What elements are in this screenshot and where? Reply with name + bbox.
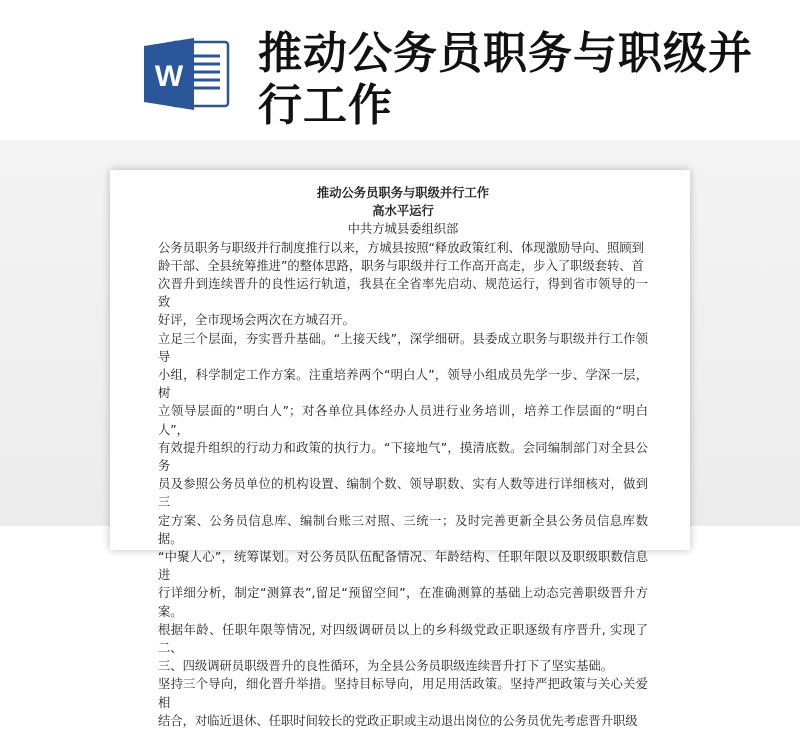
document-paragraph: 立足三个层面，夯实晋升基础。“上接天线”，深学细研。县委成立职务与职级并行工作领导 小组，科学制定工作方案。注重培养两个“明白人”，领导小组成员先学一步、学深一层，树 立领导层面的“明白人”；对各单位具体经办人员进行业务培训，培养工作层面的“明白人”， 有效提升组织的行动力和政策的执行力。“下接地气”，摸清底数。会同编制部门对全县公务 员及参照公务员单位的机构设置、编制个数、领导职数、实有人数等进行详细核对，做到三 定方案、公务员信息库、编制台账三对照、三统一；及时完善更新全县公务员信息库数据。 “中聚人心”，统筹谋划。对公务员队伍配备情况、年龄结构、任职年限以及职级职数信息进 行详细分析，制定“测算表”,留足“预留空间”，在准确测算的基础上动态完善职级晋升方案。 根据年龄、任职年限等情况, 对四级调研员以上的乡科级党政正职逐级有序晋升, 实现了二、 三、四级调研员职级晋升的良性循环，为全县公务员职级连续晋升打下了坚实基础。 [158,331,648,674]
svg-text:W: W [154,60,184,93]
document-title-line1: 推动公务员职务与职级并行工作 [316,186,490,200]
document-author: 中共方城县委组织部 [347,222,459,237]
document-body [158,184,648,730]
document-page [110,170,690,728]
page-title: 推动公务员职务与职级并行工作 [258,28,753,131]
word-document-icon [140,36,232,112]
document-paragraph: 坚持三个导向，细化晋升举措。坚持目标导向，用足用活政策。坚持严把政策与关心关爱相 结合，对临近退休、任职时间较长的党政正职或主动退出岗位的公务员优先考虑晋升职级 [158,677,648,728]
page-header [0,0,800,140]
document-paragraph: 公务员职务与职级并行制度推行以来，方城县按照“释放政策红利、体现激励导向、照顾到 龄干部、全县统筹推进”的整体思路，职务与职级并行工作高开高走，步入了职级套转、首 次晋升到连续晋升的良性运行轨道，我县在全省率先启动、规范运行，得到省市领导的一致 好评，全市现场会两次在方城召开。 [158,240,648,328]
document-title-line2: 高水平运行 [372,204,434,219]
